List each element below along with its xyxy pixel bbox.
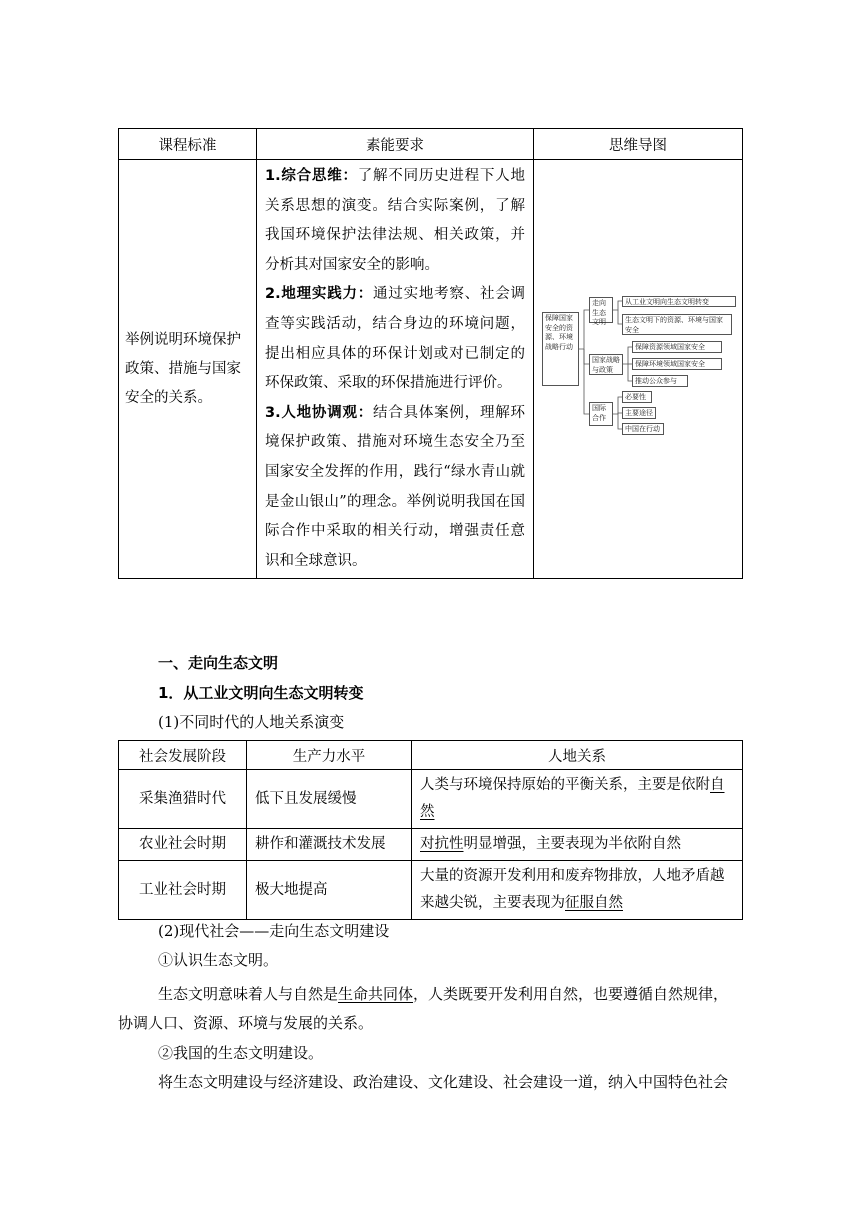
table-row [119, 770, 743, 829]
mindmap-branch-2: 国家战略与政策 [589, 354, 623, 375]
productivity-cell: 极大地提高 [247, 861, 412, 920]
mindmap-cell [534, 160, 743, 579]
relation-cell: 大量的资源开发利用和废弃物排放，人地矛盾越来越尖锐，主要表现为征服自然 [412, 861, 743, 920]
header-relation: 人地关系 [412, 741, 743, 770]
paragraph-recognize: ①认识生态文明。 [158, 951, 279, 969]
section-heading: 一、走向生态文明 [158, 654, 279, 672]
competency-requirements [257, 160, 534, 579]
mindmap-leaf-2b: 保障环境领域国家安全 [632, 358, 722, 370]
relation-cell: 人类与环境保持原始的平衡关系，主要是依附自然 [412, 770, 743, 829]
stage-cell: 农业社会时期 [119, 829, 247, 861]
stage-cell: 采集渔猎时代 [119, 770, 247, 829]
paragraph-integration: 将生态文明建设与经济建设、政治建设、文化建设、社会建设一道，纳入中国特色社会 [158, 1073, 729, 1091]
stage-cell: 工业社会时期 [119, 861, 247, 920]
productivity-cell: 低下且发展缓慢 [247, 770, 412, 829]
mindmap-branch-3: 国际合作 [589, 402, 613, 426]
subsection-heading: 1．从工业文明向生态文明转变 [158, 684, 364, 702]
paragraph-ecological-definition: 生态文明意味着人与自然是生命共同体，人类既要开发利用自然，也要遵循自然规律，协调人口、资源、环境与发展的关系。 [118, 985, 729, 1032]
paragraph-china-construction: ②我国的生态文明建设。 [158, 1044, 324, 1062]
header-mindmap: 思维导图 [534, 129, 743, 160]
header-stage: 社会发展阶段 [119, 741, 247, 770]
paragraph-modern-society: (2)现代社会——走向生态文明建设 [158, 922, 390, 940]
course-standard-text: 举例说明环境保护政策、措施与国家安全的关系。 [119, 160, 257, 579]
productivity-cell: 耕作和灌溉技术发展 [247, 829, 412, 861]
mindmap-leaf-1b: 生态文明下的资源、环境与国家安全 [622, 314, 732, 335]
mindmap-leaf-3c: 中国在行动 [622, 423, 664, 435]
table-row [119, 829, 743, 861]
subsubsection-heading: (1)不同时代的人地关系演变 [158, 713, 345, 731]
mindmap-leaf-2c: 推动公众参与 [632, 375, 688, 387]
mindmap-root: 保障国家安全的资源、环境战略行动 [542, 312, 579, 386]
relation-cell: 对抗性明显增强，主要表现为半依附自然 [412, 829, 743, 861]
human-land-relation-table [118, 740, 743, 920]
header-requirements: 素能要求 [257, 129, 534, 160]
mindmap-branch-1: 走向生态文明 [589, 297, 613, 323]
mindmap-leaf-1a: 从工业文明向生态文明转变 [622, 296, 736, 307]
requirement-3: 3.人地协调观：结合具体案例，理解环境保护政策、措施对环境生态安全乃至国家安全发挥的作用，践行“绿水青山就是金山银山”的理念。举例说明我国在国际合作中采取的相关行动，增强责任意识和全球意识。 [265, 404, 526, 569]
course-standard-table [118, 128, 743, 579]
header-standard: 课程标准 [119, 129, 257, 160]
mindmap-leaf-2a: 保障资源领域国家安全 [632, 341, 722, 353]
header-productivity: 生产力水平 [247, 741, 412, 770]
mindmap-leaf-3b: 主要途径 [622, 407, 656, 419]
table-row [119, 861, 743, 920]
requirement-2: 2.地理实践力：通过实地考察、社会调查等实践活动，结合身边的环境问题，提出相应具体的环保计划或对已制定的环保政策、采取的环保措施进行评价。 [265, 286, 526, 392]
mindmap-leaf-3a: 必要性 [622, 391, 652, 403]
mind-map [534, 164, 742, 574]
requirement-1: 1.综合思维：了解不同历史进程下人地关系思想的演变。结合实际案例，了解我国环境保护法律法规、相关政策，并分析其对国家安全的影响。 [265, 168, 525, 273]
